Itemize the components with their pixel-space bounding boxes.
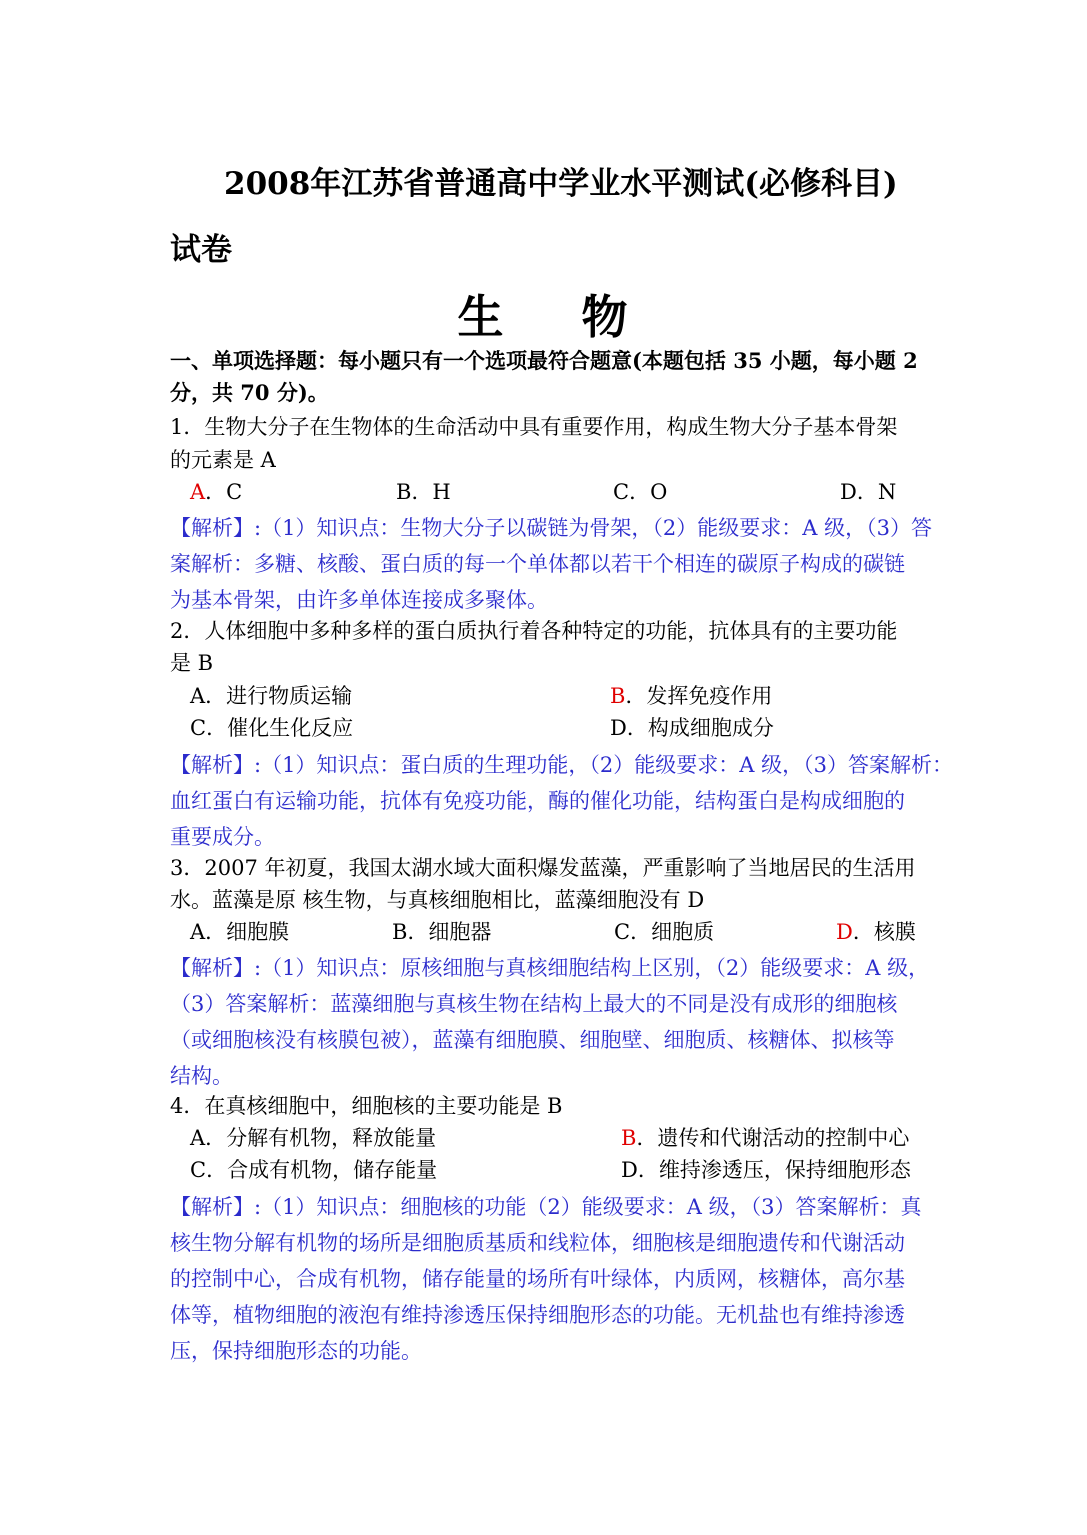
q3-option-c xyxy=(614,917,714,947)
q1-analysis-line-3: 为基本骨架，由许多单体连接成多聚体。 xyxy=(170,588,548,612)
q2-option-d-letter: D xyxy=(610,716,627,740)
q1-stem-line-1: 1．生物大分子在生物体的生命活动中具有重要作用，构成生物大分子基本骨架 xyxy=(170,415,898,439)
q1-option-a-letter: A xyxy=(190,480,206,504)
q3-stem-line-2: 水。蓝藻是原 核生物，与真核细胞相比，蓝藻细胞没有 D xyxy=(170,888,705,912)
q1-option-c xyxy=(613,477,667,507)
q4-option-a-letter: A xyxy=(190,1126,206,1150)
q2-option-c xyxy=(190,713,353,743)
section-heading-line-2: 分，共 70 分)。 xyxy=(170,380,329,405)
q2-option-b-text: ．发挥免疫作用 xyxy=(625,684,773,708)
q2-option-b-letter: B xyxy=(610,684,626,708)
q4-option-c xyxy=(190,1155,437,1185)
q1-analysis-line-1: 【解析】:（1）知识点：生物大分子以碳链为骨架，（2）能级要求：A 级，（3）答 xyxy=(170,516,932,540)
q2-analysis-line-3: 重要成分。 xyxy=(170,825,275,849)
section-heading-line-1: 一、单项选择题：每小题只有一个选项最符合题意(本题包括 35 小题，每小题 2 xyxy=(170,348,918,373)
q1-stem-line-2: 的元素是 A xyxy=(170,448,276,472)
q2-analysis-line-1: 【解析】:（1）知识点：蛋白质的生理功能，（2）能级要求：A 级，（3）答案解析： xyxy=(170,753,953,777)
q1-option-a xyxy=(190,477,242,507)
q2-option-c-text: ．催化生化反应 xyxy=(206,716,354,740)
q2-option-c-letter: C xyxy=(190,716,207,740)
q3-option-b-letter: B xyxy=(392,920,408,944)
q3-option-d-text: ．核膜 xyxy=(852,920,916,944)
q2-analysis-line-2: 血红蛋白有运输功能，抗体有免疫功能，酶的催化功能，结构蛋白是构成细胞的 xyxy=(170,789,905,813)
q1-option-d-text: ．N xyxy=(856,480,897,504)
subject-title xyxy=(0,290,1087,344)
q3-option-a-letter: A xyxy=(190,920,206,944)
q4-option-d-text: ．维持渗透压，保持细胞形态 xyxy=(637,1158,911,1182)
q1-option-a-text: ．C xyxy=(205,480,243,504)
q4-option-d xyxy=(621,1155,911,1185)
q3-option-a-text: ．细胞膜 xyxy=(205,920,290,944)
q4-option-b xyxy=(621,1123,909,1153)
q1-option-c-letter: C xyxy=(613,480,630,504)
subject-char-1: 生 xyxy=(457,290,506,344)
q4-analysis-line-3: 的控制中心，合成有机物，储存能量的场所有叶绿体，内质网，核糖体，高尔基 xyxy=(170,1267,905,1291)
q3-option-b-text: ．细胞器 xyxy=(407,920,492,944)
q3-analysis-line-1: 【解析】:（1）知识点：原核细胞与真核细胞结构上区别，（2）能级要求：A 级， xyxy=(170,956,930,980)
q4-analysis-line-1: 【解析】:（1）知识点：细胞核的功能（2）能级要求：A 级，（3）答案解析：真 xyxy=(170,1195,922,1219)
q1-option-d-letter: D xyxy=(840,480,857,504)
q1-analysis-line-2: 案解析：多糖、核酸、蛋白质的每一个单体都以若干个相连的碳原子构成的碳链 xyxy=(170,552,905,576)
q2-option-d-text: ．构成细胞成分 xyxy=(626,716,774,740)
q4-stem-line-1: 4．在真核细胞中，细胞核的主要功能是 B xyxy=(170,1094,563,1118)
q3-analysis-line-4: 结构。 xyxy=(170,1064,233,1088)
q1-option-d xyxy=(840,477,896,507)
q1-option-b-letter: B xyxy=(396,480,412,504)
q4-analysis-line-5: 压，保持细胞形态的功能。 xyxy=(170,1339,422,1363)
q3-analysis-line-3: （或细胞核没有核膜包被），蓝藻有细胞膜、细胞壁、细胞质、核糖体、拟核等 xyxy=(170,1028,895,1052)
q4-option-b-letter: B xyxy=(621,1126,637,1150)
q2-stem-line-2: 是 B xyxy=(170,651,214,675)
q2-stem-line-1: 2．人体细胞中多种多样的蛋白质执行着各种特定的功能，抗体具有的主要功能 xyxy=(170,619,898,643)
q4-analysis-line-2: 核生物分解有机物的场所是细胞质基质和线粒体，细胞核是细胞遗传和代谢活动 xyxy=(170,1231,905,1255)
q1-option-b xyxy=(396,477,451,507)
q2-option-b xyxy=(610,681,772,711)
q1-option-b-text: ．H xyxy=(411,480,451,504)
exam-title-line-2: 试卷 xyxy=(170,232,232,268)
q3-analysis-line-2: （3）答案解析：蓝藻细胞与真核生物在结构上最大的不同是没有成形的细胞核 xyxy=(170,992,898,1016)
q4-option-c-text: ．合成有机物，储存能量 xyxy=(206,1158,438,1182)
q3-option-c-text: ．细胞质 xyxy=(630,920,715,944)
q4-analysis-line-4: 体等，植物细胞的液泡有维持渗透压保持细胞形态的功能。无机盐也有维持渗透 xyxy=(170,1303,905,1327)
q3-option-c-letter: C xyxy=(614,920,631,944)
q1-option-c-text: ．O xyxy=(629,480,668,504)
q2-option-a xyxy=(190,681,352,711)
q3-option-b xyxy=(392,917,491,947)
q4-option-b-text: ．遗传和代谢活动的控制中心 xyxy=(636,1126,910,1150)
q4-option-c-letter: C xyxy=(190,1158,207,1182)
subject-char-2: 物 xyxy=(581,290,630,344)
q2-option-a-letter: A xyxy=(190,684,206,708)
exam-title-line-1: 2008年江苏省普通高中学业水平测试(必修科目) xyxy=(224,166,898,202)
q2-option-d xyxy=(610,713,774,743)
q4-option-d-letter: D xyxy=(621,1158,638,1182)
q3-option-a xyxy=(190,917,289,947)
q3-option-d-letter: D xyxy=(836,920,853,944)
q2-option-a-text: ．进行物质运输 xyxy=(205,684,353,708)
q4-option-a xyxy=(190,1123,436,1153)
q4-option-a-text: ．分解有机物，释放能量 xyxy=(205,1126,437,1150)
q3-option-d xyxy=(836,917,916,947)
q3-stem-line-1: 3．2007 年初夏，我国太湖水域大面积爆发蓝藻，严重影响了当地居民的生活用 xyxy=(170,856,916,880)
